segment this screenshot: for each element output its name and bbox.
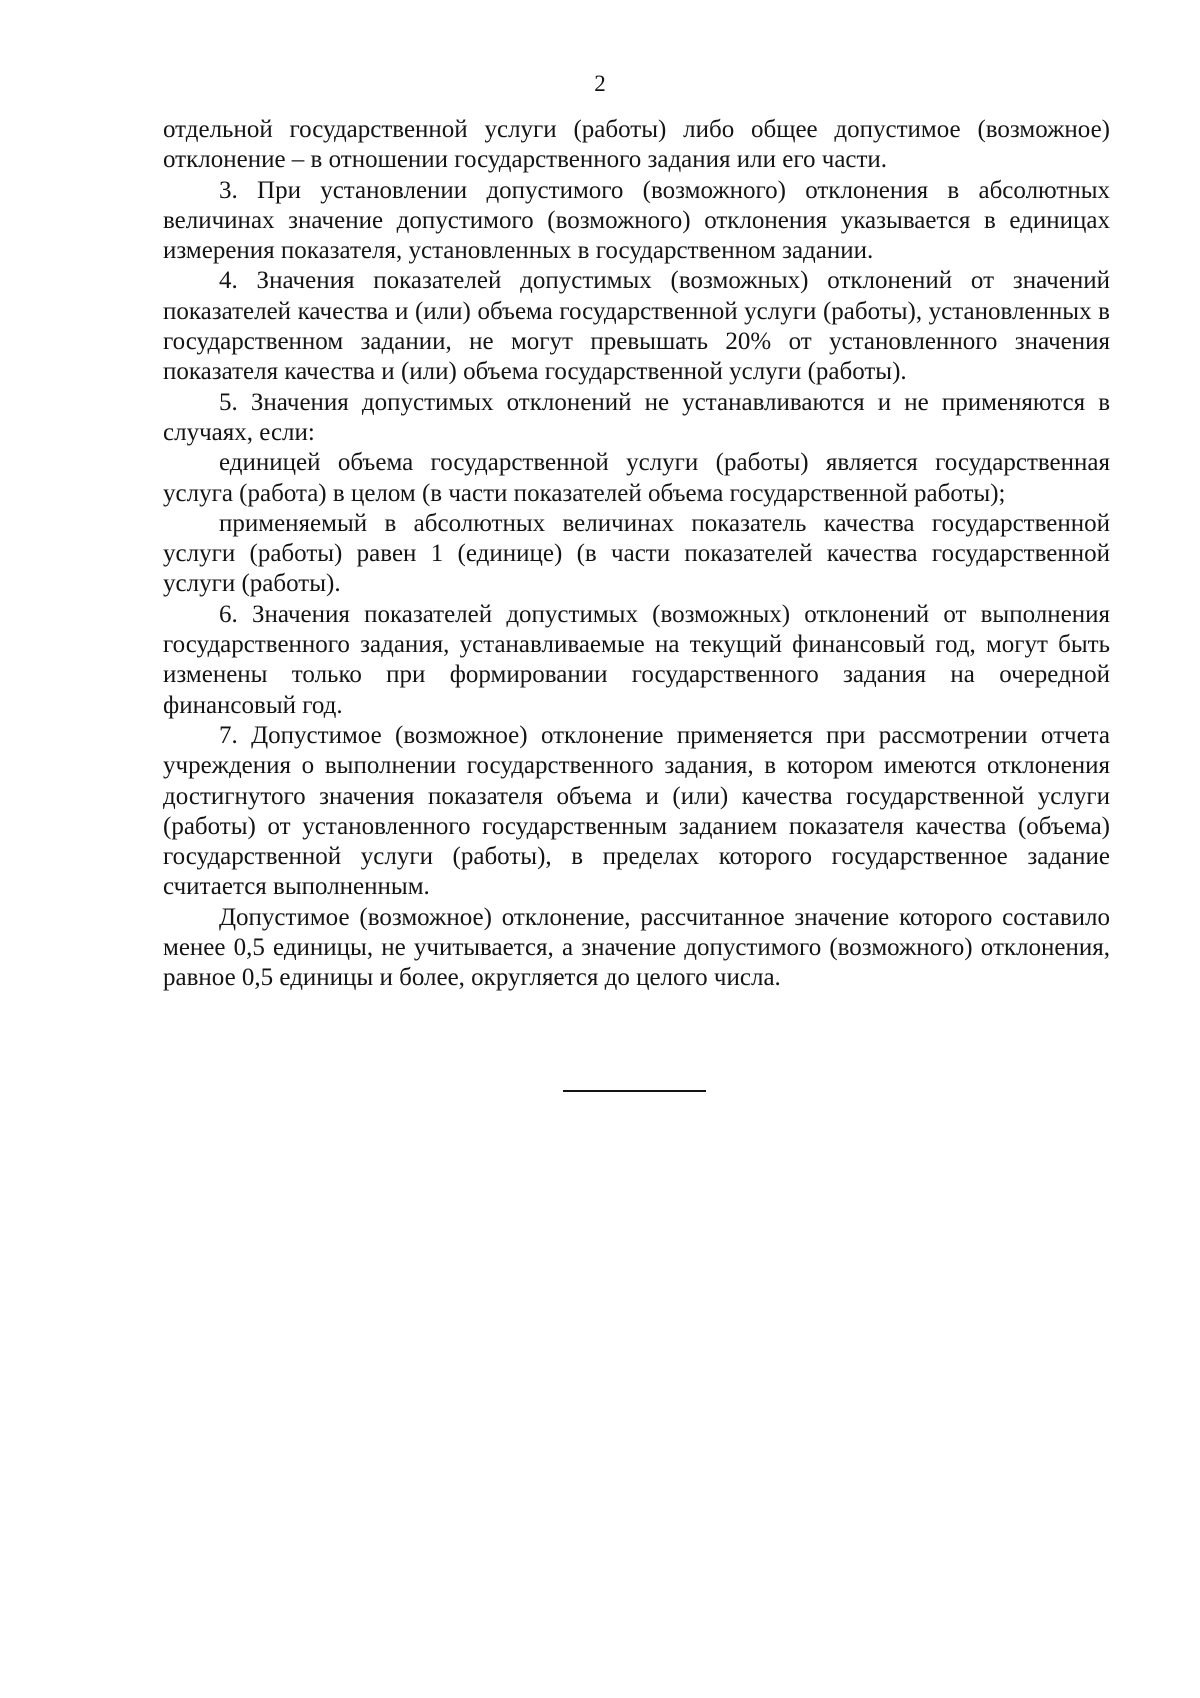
paragraph-item-5-case-2: применяемый в абсолютных величинах показатель качества государственной услуги (работы) равен 1 (единице) (в части показателей качества государственной услуги (работы).	[163, 509, 1110, 598]
paragraph-item-5: 5. Значения допустимых отклонений не устанавливаются и не применяются в случаях, если:	[163, 388, 1110, 446]
document-body	[163, 115, 1110, 994]
page-number: 2	[594, 71, 606, 96]
paragraph-item-7-rounding: Допустимое (возможное) отклонение, рассчитанное значение которого составило менее 0,5 единицы, не учитывается, а значение допустимого (возможного) отклонения, равное 0,5 единицы и более, округляется до целого числа.	[163, 903, 1110, 992]
end-rule-divider	[563, 1090, 706, 1092]
paragraph-item-4: 4. Значения показателей допустимых (возможных) отклонений от значений показателей качества и (или) объема государственной услуги (работы), установленных в государственном задании, не могут превышать 20% от установленного значения показателя качества и (или) объема государственной услуги (работы).	[163, 267, 1110, 386]
paragraph-item-7: 7. Допустимое (возможное) отклонение применяется при рассмотрении отчета учреждения о выполнении государственного задания, в котором имеются отклонения достигнутого значения показателя объема и (или) качества государственной услуги (работы) от установленного государственным заданием показателя качества (объема) государственной услуги (работы), в пределах которого государственное задание считается выполненным.	[163, 721, 1110, 901]
paragraph-item-3: 3. При установлении допустимого (возможного) отклонения в абсолютных величинах значение допустимого (возможного) отклонения указывается в единицах измерения показателя, установленных в государственном задании.	[163, 176, 1110, 265]
paragraph-item-6: 6. Значения показателей допустимых (возможных) отклонений от выполнения государственного задания, устанавливаемые на текущий финансовый год, могут быть изменены только при формировании государственного задания на очередной финансовый год.	[163, 600, 1110, 719]
paragraph-continuation: отдельной государственной услуги (работы) либо общее допустимое (возможное) отклонение – в отношении государственного задания или его части.	[163, 116, 1110, 174]
paragraph-item-5-case-1: единицей объема государственной услуги (работы) является государственная услуга (работа) в целом (в части показателей объема государственной работы);	[163, 449, 1110, 507]
